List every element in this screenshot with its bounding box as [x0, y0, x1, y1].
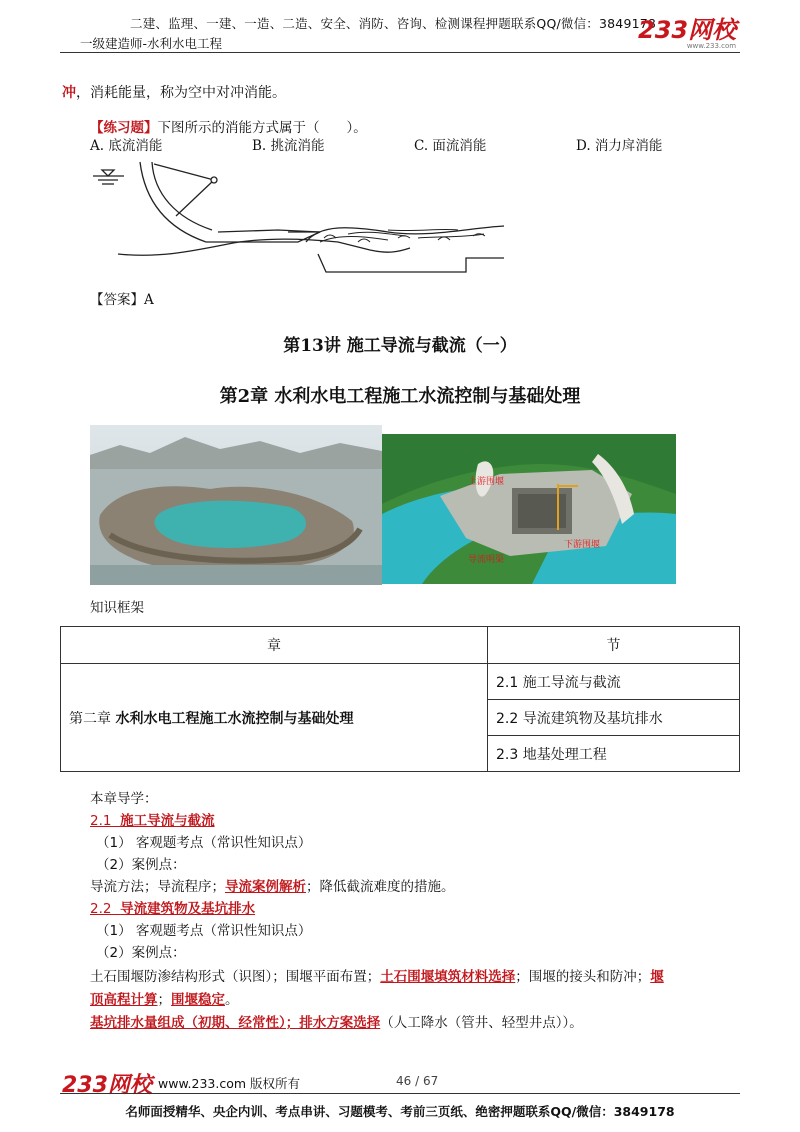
- guide-s1-title: 施工导流与截流: [120, 813, 215, 829]
- water-level-marker: [102, 170, 114, 176]
- roller-water-surface: [306, 226, 504, 242]
- guide-s1-case-line: [90, 875, 455, 895]
- guide-s2-line2-end: 。: [225, 992, 239, 1008]
- header-logo[interactable]: [638, 18, 736, 50]
- guide-s2-item1: （1） 客观题考点（常识性知识点）: [96, 923, 312, 939]
- guide-s1-num: 2.1: [90, 813, 112, 829]
- guide-s2-line3-end: （人工降水（管井、轻型井点））。: [380, 1015, 583, 1031]
- exercise-tag: 【练习题】: [90, 120, 158, 136]
- guide-s1-case-end: ；降低截流难度的措施。: [306, 879, 455, 895]
- guide-s2-line2-sep: ；: [157, 992, 171, 1008]
- header-logo-text: 233网校: [638, 16, 737, 44]
- framework-chapter-name: 水利水电工程施工水流控制与基础处理: [115, 710, 354, 727]
- gate-arm-bottom: [176, 180, 214, 216]
- exercise-option-b: B. 挑流消能: [252, 138, 325, 154]
- footer-divider: [60, 1093, 740, 1094]
- label-upstream-cofferdam: 上游围堰: [468, 477, 505, 487]
- guide-link-drainage[interactable]: 基坑排水量组成（初期、经常性）；排水方案选择: [90, 1015, 381, 1031]
- guide-s1-item1: （1） 客观题考点（常识性知识点）: [96, 835, 312, 851]
- chapter-title: 第2章 水利水电工程施工水流控制与基础处理: [219, 386, 581, 407]
- intro-red-char: 冲: [62, 85, 76, 101]
- guide-section-2-1[interactable]: [90, 809, 215, 829]
- gate-arm-top: [154, 164, 214, 180]
- cofferdam-aerial-photo: [90, 425, 382, 585]
- guide-s2-line1: [90, 965, 664, 985]
- exercise-question-line: [90, 116, 367, 136]
- framework-section-3: 2.3 地基处理工程: [488, 736, 740, 772]
- framework-table: [60, 626, 740, 772]
- guide-link-crest-elevation[interactable]: 顶高程计算: [90, 992, 158, 1008]
- framework-label: 知识框架: [90, 600, 144, 616]
- guide-s1-item2: （2）案例点：: [96, 857, 186, 873]
- exercise-option-d: D. 消力戽消能: [576, 138, 663, 154]
- framework-section-2: 2.2 导流建筑物及基坑排水: [488, 700, 740, 736]
- exercise-option-a: A. 底流消能: [90, 138, 163, 154]
- framework-chapter-prefix: 第二章: [69, 710, 116, 727]
- energy-dissipation-diagram: [88, 154, 508, 280]
- guide-s2-line1-mid: ；围堰的接头和防冲；: [515, 969, 651, 985]
- guide-s2-line1-text: 土石围堰防渗结构形式（识图）；围堰平面布置；: [90, 969, 381, 985]
- header-contact-line: 二建、监理、一建、一造、二造、安全、消防、咨询、检测课程押题联系QQ/微信：3849178: [130, 16, 657, 31]
- label-diversion-channel: 导流明渠: [468, 555, 505, 565]
- exercise-question: 下图所示的消能方式属于（ ）。: [157, 120, 367, 136]
- framework-header-section: 节: [488, 627, 740, 664]
- guide-link-crest-start[interactable]: 堰: [650, 969, 664, 985]
- exercise-option-c: C. 面流消能: [414, 138, 487, 154]
- framework-header-chapter: 章: [61, 627, 488, 664]
- dam-face: [140, 162, 206, 242]
- footer-logo[interactable]: 233网校: [62, 1073, 152, 1098]
- guide-link-cofferdam-stability[interactable]: 围堰稳定: [171, 992, 225, 1008]
- guide-label: 本章导学：: [90, 791, 158, 807]
- guide-section-2-2[interactable]: [90, 897, 255, 917]
- guide-s2-num: 2.2: [90, 901, 112, 917]
- framework-section-1: 2.1 施工导流与截流: [488, 664, 740, 700]
- guide-s2-line3: [90, 1011, 583, 1031]
- header-subtitle: 一级建造师-水利水电工程: [80, 36, 223, 51]
- intro-line: [62, 82, 286, 102]
- footer-page-number: 46 / 67: [396, 1074, 439, 1088]
- footer-site: www.233.com 版权所有: [158, 1076, 300, 1091]
- guide-link-diversion-case[interactable]: 导流案例解析: [225, 879, 306, 895]
- framework-chapter-cell: [61, 664, 488, 772]
- intro-rest: ，消耗能量，称为空中对冲消能。: [76, 85, 286, 101]
- guide-s2-item2: （2）案例点：: [96, 945, 186, 961]
- stilling-basin: [318, 254, 504, 272]
- cofferdam-render-photo: [382, 434, 676, 584]
- guide-s1-case-text: 导流方法；导流程序；: [90, 879, 225, 895]
- guide-link-fill-material[interactable]: 土石围堰填筑材料选择: [380, 969, 516, 985]
- footer-contact-line: 名师面授精华、央企内训、考点串讲、习题模考、考前三页纸、绝密押题联系QQ/微信：3849178: [125, 1104, 675, 1119]
- guide-s2-line2: [90, 988, 239, 1008]
- lecture-title: 第13讲 施工导流与截流（一）: [283, 336, 517, 356]
- header-logo-url: www.233.com: [686, 42, 737, 50]
- exercise-answer: 【答案】A: [90, 292, 154, 308]
- guide-s2-title: 导流建筑物及基坑排水: [120, 901, 256, 917]
- header-divider: [60, 52, 740, 53]
- label-downstream-cofferdam: 下游围堰: [564, 540, 601, 550]
